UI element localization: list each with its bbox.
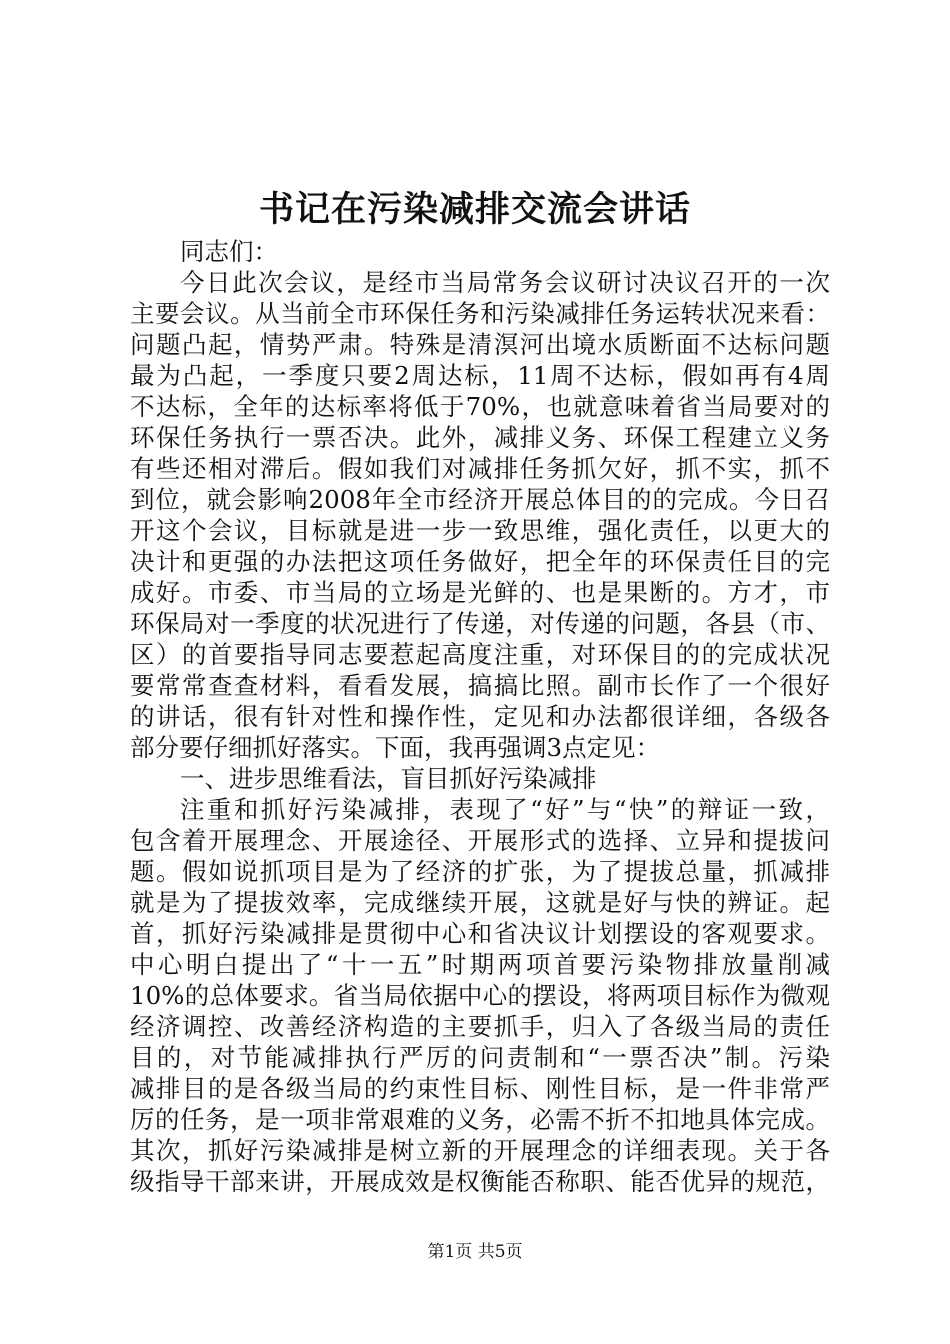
paragraph-line: 包含着开展理念、开展途径、开展形式的选择、立异和提拔问 — [130, 826, 830, 855]
document-body — [130, 236, 830, 1197]
paragraph-line: 就是为了提拔效率，完成继续开展，这就是好与快的辨证。起 — [130, 888, 830, 917]
paragraph-line: 其次，抓好污染减排是树立新的开展理念的详细表现。关于各 — [130, 1136, 830, 1165]
paragraph-line: 到位，就会影响2008年全市经济开展总体目的的完成。今日召 — [130, 485, 830, 514]
paragraph-line: 注重和抓好污染减排，表现了“好”与“快”的辩证一致， — [180, 795, 830, 824]
paragraph-line: 首，抓好污染减排是贯彻中心和省决议计划摆设的客观要求。 — [130, 919, 830, 948]
paragraph-line: 经济调控、改善经济构造的主要抓手，归入了各级当局的责任 — [130, 1012, 830, 1041]
paragraph-line: 成好。市委、市当局的立场是光鲜的、也是果断的。方才，市 — [130, 578, 830, 607]
paragraph-line: 问题凸起，情势严肃。特殊是清溟河出境水质断面不达标问题 — [130, 330, 830, 359]
paragraph-line: 主要会议。从当前全市环保任务和污染减排任务运转状况来看： — [130, 299, 830, 328]
paragraph-line: 目的，对节能减排执行严厉的问责制和“一票否决”制。污染 — [130, 1043, 830, 1072]
paragraph-line: 中心明白提出了“十一五”时期两项首要污染物排放量削减 — [130, 950, 830, 979]
salutation-line: 同志们： — [180, 237, 278, 266]
paragraph-line: 厉的任务，是一项非常艰难的义务，必需不折不扣地具体完成。 — [130, 1105, 830, 1134]
paragraph-line: 部分要仔细抓好落实。下面，我再强调3点定见： — [130, 733, 661, 762]
paragraph-line: 今日此次会议，是经市当局常务会议研讨决议召开的一次 — [180, 268, 830, 297]
paragraph-line: 要常常查查材料，看看发展，搞搞比照。副市长作了一个很好 — [130, 671, 830, 700]
paragraph-line: 区）的首要指导同志要惹起高度注重，对环保目的的完成状况 — [130, 640, 830, 669]
paragraph-line: 开这个会议，目标就是进一步一致思维，强化责任，以更大的 — [130, 516, 830, 545]
paragraph-line: 环保任务执行一票否决。此外，减排义务、环保工程建立义务 — [130, 423, 830, 452]
document-title: 书记在污染减排交流会讲话 — [258, 189, 691, 230]
paragraph-line: 最为凸起，一季度只要2周达标，11周不达标，假如再有4周 — [130, 361, 830, 390]
paragraph-line: 有些还相对滞后。假如我们对减排任务抓欠好，抓不实，抓不 — [130, 454, 830, 483]
page-footer: 第1页 共5页 — [427, 1242, 523, 1262]
section-heading: 一、进步思维看法，盲目抓好污染减排 — [180, 764, 597, 793]
paragraph-line: 10%的总体要求。省当局依据中心的摆设，将两项目标作为微观 — [130, 981, 830, 1010]
paragraph-line: 减排目的是各级当局的约束性目标、刚性目标，是一件非常严 — [130, 1074, 830, 1103]
paragraph-line: 环保局对一季度的状况进行了传递，对传递的问题，各县（市、 — [130, 609, 830, 638]
paragraph-line: 级指导干部来讲，开展成效是权衡能否称职、能否优异的规范， — [130, 1167, 830, 1196]
paragraph-line: 的讲话，很有针对性和操作性，定见和办法都很详细，各级各 — [130, 702, 830, 731]
paragraph-line: 不达标，全年的达标率将低于70%，也就意味着省当局要对的 — [130, 392, 830, 421]
paragraph-line: 题。假如说抓项目是为了经济的扩张，为了提拔总量，抓减排 — [130, 857, 830, 886]
paragraph-line: 决计和更强的办法把这项任务做好，把全年的环保责任目的完 — [130, 547, 830, 576]
